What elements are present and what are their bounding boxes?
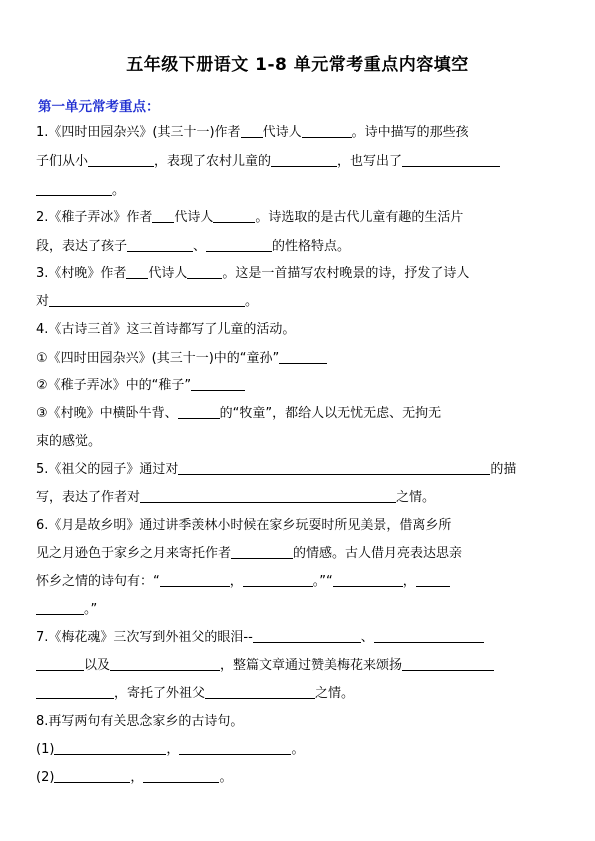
answer-blank[interactable]	[253, 628, 361, 643]
answer-blank[interactable]	[374, 628, 484, 643]
answer-blank[interactable]	[179, 740, 291, 755]
answer-blank[interactable]	[54, 768, 130, 783]
answer-blank[interactable]	[54, 740, 166, 755]
question-line: 2.《稚子弄冰》作者 代诗人 。诗选取的是古代儿童有趣的生活片	[36, 210, 464, 225]
question-line: 写，表达了作者对 之情。	[36, 490, 436, 505]
question-line: 段，表达了孩子 、 的性格特点。	[36, 239, 351, 254]
question-line: 子们从小 ，表现了农村儿童的 ，也写出了	[36, 152, 500, 172]
answer-blank[interactable]	[191, 376, 245, 391]
answer-blank[interactable]	[178, 404, 220, 419]
answer-blank[interactable]	[49, 292, 245, 307]
answer-blank[interactable]	[36, 684, 114, 699]
question-line: 束的感觉。	[36, 434, 102, 449]
answer-blank[interactable]	[243, 572, 313, 587]
question-line: ③《村晚》中横卧牛背、 的“牧童”，都给人以无忧无虑、无拘无	[36, 406, 442, 421]
answer-blank[interactable]	[279, 349, 327, 364]
question-line: 。”	[36, 600, 97, 620]
answer-blank[interactable]	[302, 123, 352, 138]
answer-blank[interactable]	[126, 264, 148, 279]
answer-blank[interactable]	[213, 208, 255, 223]
question-line: 6.《月是故乡明》通过讲季羡林小时候在家乡玩耍时所见美景，借离乡所	[36, 518, 452, 533]
answer-blank[interactable]	[140, 488, 396, 503]
question-line: 对 。	[36, 294, 259, 309]
answer-blank[interactable]	[36, 656, 84, 671]
question-line: 5.《祖父的园子》通过对 的描	[36, 462, 517, 477]
question-line: ，寄托了外祖父 之情。	[36, 684, 354, 704]
question-line: (1) ， 。	[36, 742, 305, 757]
answer-blank[interactable]	[160, 572, 230, 587]
answer-blank[interactable]	[205, 684, 315, 699]
answer-blank[interactable]	[402, 152, 500, 167]
section-heading: 第一单元常考重点：	[38, 99, 160, 115]
answer-blank[interactable]	[206, 237, 272, 252]
answer-blank[interactable]	[187, 264, 222, 279]
answer-blank[interactable]	[231, 544, 293, 559]
question-line: 见之月逊色于家乡之月来寄托作者 的情感。古人借月亮表达思亲	[36, 546, 463, 561]
answer-blank[interactable]	[152, 208, 174, 223]
question-line: ②《稚子弄冰》中的“稚子”	[36, 376, 245, 396]
question-line: (2) ， 。	[36, 770, 233, 785]
question-line: 3.《村晚》作者 代诗人 。这是一首描写农村晚景的诗，抒发了诗人	[36, 266, 470, 281]
answer-blank[interactable]	[178, 460, 490, 475]
answer-blank[interactable]	[143, 768, 219, 783]
answer-blank[interactable]	[416, 572, 450, 587]
answer-blank[interactable]	[110, 656, 220, 671]
question-line: 1.《四时田园杂兴》(其三十一)作者 代诗人 。诗中描写的那些孩	[36, 125, 469, 140]
question-line: 8.再写两句有关思念家乡的古诗句。	[36, 714, 244, 729]
answer-blank[interactable]	[88, 152, 154, 167]
answer-blank[interactable]	[36, 181, 112, 196]
question-line: 以及 ，整篇文章通过赞美梅花来颂扬	[36, 656, 494, 676]
question-line: ①《四时田园杂兴》(其三十一)中的“童孙”	[36, 349, 327, 369]
answer-blank[interactable]	[271, 152, 337, 167]
answer-blank[interactable]	[241, 123, 263, 138]
answer-blank[interactable]	[333, 572, 403, 587]
question-line: 4.《古诗三首》这三首诗都写了儿童的活动。	[36, 322, 296, 337]
page-title: 五年级下册语文 1-8 单元常考重点内容填空	[126, 55, 469, 75]
question-line: 怀乡之情的诗句有：“ ， 。”“ ，	[36, 572, 450, 592]
answer-blank[interactable]	[127, 237, 193, 252]
question-line: 。	[36, 181, 125, 201]
answer-blank[interactable]	[36, 600, 84, 615]
question-line: 7.《梅花魂》三次写到外祖父的眼泪-- 、	[36, 628, 484, 648]
answer-blank[interactable]	[402, 656, 494, 671]
